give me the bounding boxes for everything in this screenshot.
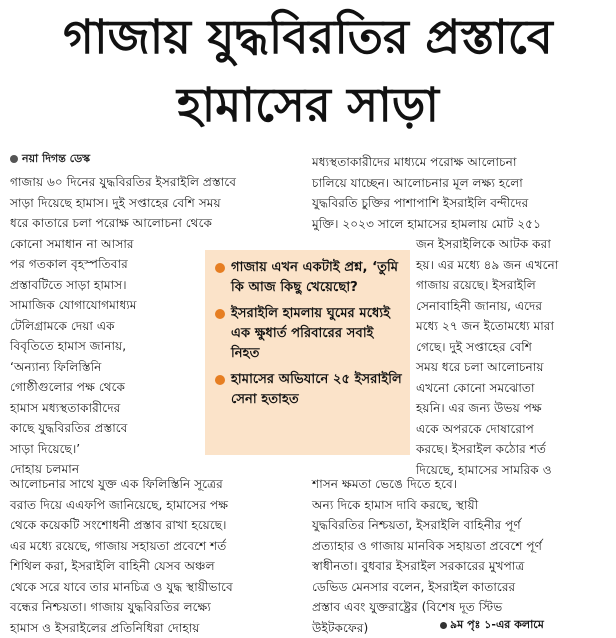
body-line: ধরে কাতারে চলা পরোক্ষ আলোচনা থেকে — [10, 216, 212, 230]
body-line: কোনো সমাধান না আসার — [10, 236, 134, 251]
bullet-dot-icon — [10, 155, 18, 163]
body-column-right-bottom — [312, 474, 606, 638]
body-line: উইটকফের) — [312, 620, 369, 635]
body-line: শিথিল করা, ইসরাইলি বাহিনী যেসব অঞ্চল — [10, 559, 215, 573]
body-line: ডেভিড মেনসার বলেন, ইসরাইল কাতারের — [312, 579, 516, 594]
body-line: বরাত দিয়ে এএফপি জানিয়েছে, হামাসের পক্ষ — [10, 497, 229, 512]
body-line: আলোচনার সাথে যুক্ত এক ফিলিস্তিনি সূত্রের — [10, 477, 223, 491]
body-line: যুদ্ধবিরতি চুক্তির পাশাপাশি ইসরাইলি বন্দীদের — [312, 196, 529, 210]
body-line: গেছে। দুই সপ্তাহের বেশি — [416, 339, 532, 354]
body-line: প্রস্তাব এবং যুক্তরাষ্ট্রের (বিশেষ দূত স্টিভ — [312, 600, 503, 614]
body-line: থেকে কয়েকটি সংশোধনী প্রস্তাব রাখা হয়েছে। — [10, 518, 227, 532]
body-line: শাসন ক্ষমতা ভেঙে দিতে হবে। — [312, 477, 458, 491]
body-line: অন্য দিকে হামাস দাবি করছে, স্থায়ী — [312, 497, 479, 512]
bullet-dot-icon — [440, 622, 447, 629]
body-line: যুদ্ধবিরতির নিশ্চয়তা, ইসরাইলি বাহিনীর পূর্ণ — [312, 518, 521, 532]
body-line: বন্ধের নিশ্চয়তা। গাজায় যুদ্ধবিরতির লক্ষ্যে — [10, 600, 211, 614]
body-line: মধ্যস্থতাকারীদের মাধ্যমে পরোক্ষ আলোচনা — [312, 155, 517, 169]
body-line: চালিয়ে যাচ্ছেন। আলোচনার মূল লক্ষ্য হলো — [312, 175, 523, 190]
body-line: মধ্যে ২৭ জন ইতোমধ্যে মারা — [416, 319, 555, 333]
body-line: এখনো কোনো সমঝোতা — [416, 380, 535, 395]
highlight-text: ইসরাইলি হামলায় ঘুমের মধ্যেই এক ক্ষুধার্ত পরিবারের সবাই নিহত — [231, 306, 391, 361]
body-column-left-bottom — [10, 474, 300, 638]
highlights-box — [205, 250, 410, 455]
body-column-left-top — [10, 172, 237, 480]
body-line: থেকে সরে যাবে তার মানচিত্র ও যুদ্ধ স্থায়ীভাবে — [10, 579, 233, 594]
body-line: বিবৃতিতে হামাস জানায়, — [10, 339, 127, 353]
highlight-text: গাজায় এখন একটাই প্রশ্ন, ‘তুমি কি আজ কিছু খেয়েছো? — [231, 260, 399, 295]
body-line: গাজায় ৬০ দিনের যুদ্ধবিরতির ইসরাইলি প্রস্তাবে — [10, 175, 237, 189]
highlight-item — [213, 304, 402, 364]
highlight-item — [213, 370, 402, 410]
headline-line-1: গাজায় যুদ্ধবিরতির প্রস্তাবে — [63, 10, 553, 65]
byline-text: নয়া দিগন্ত ডেস্ক — [22, 152, 91, 165]
body-column-right-top — [312, 152, 606, 234]
highlight-text: হামাসের অভিযানে ২৫ ইসরাইলি সেনা হতাহত — [231, 372, 402, 407]
body-line: এর মধ্যে রয়েছে, গাজায় সহায়তা প্রবেশে শর্ত — [10, 538, 227, 553]
headline-line-2: হামাসের সাড়া — [176, 78, 440, 133]
body-line: সেনাবাহিনী জানায়, এদের — [416, 298, 543, 313]
orange-bullet-icon — [215, 309, 225, 319]
body-line: গোষ্ঠীগুলোর পক্ষ থেকে — [10, 380, 126, 394]
body-line: গাজায় রয়েছে। ইসরাইলি — [416, 278, 536, 292]
body-line: সময় ধরে চলা আলোচনায় — [416, 360, 544, 374]
body-line: টেলিগ্রামকে দেয়া এক — [10, 318, 115, 333]
body-line: প্রত্যাহার ও গাজায় মানবিক সহায়তা প্রবেশে পূর্ণ — [312, 538, 543, 553]
body-line: একে অপরকে দোষারোপ — [416, 421, 534, 436]
continued-on-page — [440, 616, 544, 635]
body-line: হামাস মধ্যস্থতাকারীদের — [10, 400, 121, 415]
byline — [10, 150, 90, 169]
body-line: দোহায় চলমান — [10, 462, 80, 476]
body-line: দিয়েছে, হামাসের সামরিক ও — [416, 462, 552, 477]
body-line: সাড়া দিয়েছে।’ — [10, 441, 81, 456]
body-line: হয়। এর মধ্যে ৪৯ জন এখনো — [416, 257, 559, 272]
body-line: জন ইসরাইলিকে আটক করা — [416, 237, 551, 251]
body-line: হামাস ও ইসরাইলের প্রতিনিধিরা দোহায় — [10, 620, 200, 635]
orange-bullet-icon — [215, 375, 225, 385]
highlight-item — [213, 258, 402, 298]
orange-bullet-icon — [215, 263, 225, 273]
body-line: স্বাধীনতা। বুধবার ইসরাইল সরকারের মুখপাত্র — [312, 559, 525, 573]
continued-text: ৯ম পৃঃ ১-এর কলামে — [450, 618, 544, 631]
body-line: ‘অন্যান্য ফিলিস্তিনি — [10, 359, 102, 374]
body-line: পর গতকাল বৃহস্পতিবার — [10, 257, 128, 271]
body-line: মুক্তি। ২০২৩ সালে হামাসের হামলায় মোট ২৫১ — [312, 216, 541, 231]
body-line: করছে। ইসরাইল কঠোর শর্ত — [416, 442, 547, 456]
body-line: প্রস্তাবটিতে সাড়া হামাস। — [10, 277, 127, 292]
body-line: সামাজিক যোগাযোগমাধ্যম — [10, 298, 137, 312]
body-line: কাছে যুদ্ধবিরতির প্রস্তাবে — [10, 421, 128, 435]
body-line: হয়নি। এর জন্য উভয় পক্ষ — [416, 401, 542, 415]
body-line: সাড়া দিয়েছে হামাস। দুই সপ্তাহের বেশি সময় — [10, 195, 221, 210]
body-column-right-middle — [416, 234, 606, 480]
